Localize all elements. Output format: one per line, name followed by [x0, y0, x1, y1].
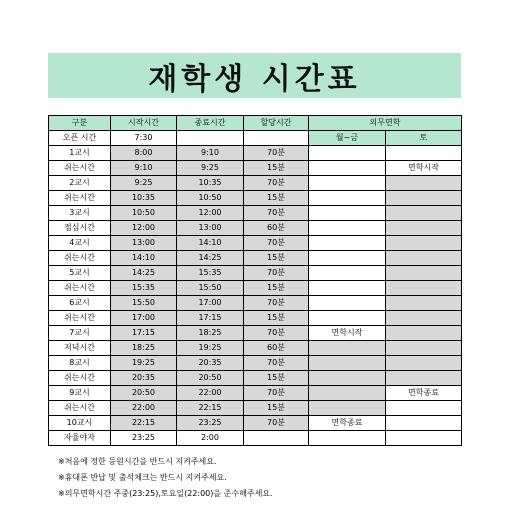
header-duration: 할당시간 — [244, 116, 309, 131]
table-row — [49, 326, 462, 341]
row-saturday — [386, 341, 462, 356]
row-start: 8:00 — [111, 146, 177, 161]
row-weekday — [309, 356, 386, 371]
row-start: 20:50 — [111, 386, 177, 401]
row-end: 12:00 — [177, 206, 244, 221]
row-duration: 70분 — [244, 236, 309, 251]
row-end — [177, 131, 244, 146]
row-label: 8교시 — [49, 356, 111, 371]
row-duration: 70분 — [244, 356, 309, 371]
header-category: 구분 — [49, 116, 111, 131]
row-duration: 15분 — [244, 401, 309, 416]
row-label: 1교시 — [49, 146, 111, 161]
row-end: 20:50 — [177, 371, 244, 386]
table-row — [49, 131, 462, 146]
row-label: 쉬는시간 — [49, 401, 111, 416]
row-label: 쉬는시간 — [49, 371, 111, 386]
row-label: 9교시 — [49, 386, 111, 401]
table-row — [49, 191, 462, 206]
table-row — [49, 296, 462, 311]
row-saturday — [386, 221, 462, 236]
row-label: 자율야자 — [49, 431, 111, 446]
schedule-rows — [49, 131, 462, 446]
title-banner — [48, 53, 461, 98]
row-label: 저녁시간 — [49, 341, 111, 356]
row-start: 13:00 — [111, 236, 177, 251]
row-start: 9:25 — [111, 176, 177, 191]
row-end: 14:10 — [177, 236, 244, 251]
row-end: 17:00 — [177, 296, 244, 311]
note-1: ※처음에 정한 등원시간을 반드시 지켜주세요. — [58, 457, 217, 466]
row-weekday — [309, 401, 386, 416]
row-label: 쉬는시간 — [49, 191, 111, 206]
row-end: 9:25 — [177, 161, 244, 176]
row-label: 4교시 — [49, 236, 111, 251]
row-weekday — [309, 296, 386, 311]
schedule-table — [48, 115, 462, 446]
row-end: 9:10 — [177, 146, 244, 161]
row-duration — [244, 131, 309, 146]
row-saturday — [386, 356, 462, 371]
row-end: 15:35 — [177, 266, 244, 281]
row-saturday — [386, 296, 462, 311]
note-3: ※의무면학시간 주중(23:25),토요일(22:00)을 준수해주세요. — [58, 489, 273, 498]
row-end: 10:35 — [177, 176, 244, 191]
row-weekday — [309, 386, 386, 401]
row-saturday — [386, 431, 462, 446]
note-2: ※휴대폰 반납 및 출석체크는 반드시 지켜주세요. — [58, 473, 227, 482]
row-start: 19:25 — [111, 356, 177, 371]
row-label: 6교시 — [49, 296, 111, 311]
table-row — [49, 146, 462, 161]
row-duration — [244, 431, 309, 446]
row-saturday: 면학종료 — [386, 386, 462, 401]
row-start: 14:10 — [111, 251, 177, 266]
table-row — [49, 401, 462, 416]
table-row — [49, 371, 462, 386]
row-saturday — [386, 251, 462, 266]
row-start: 15:35 — [111, 281, 177, 296]
table-row — [49, 416, 462, 431]
row-duration: 15분 — [244, 251, 309, 266]
row-start: 22:15 — [111, 416, 177, 431]
header-end: 종료시간 — [177, 116, 244, 131]
row-weekday — [309, 191, 386, 206]
row-saturday: 면학시작 — [386, 161, 462, 176]
row-weekday — [309, 281, 386, 296]
row-duration: 15분 — [244, 191, 309, 206]
row-start: 17:15 — [111, 326, 177, 341]
row-end: 18:25 — [177, 326, 244, 341]
row-saturday — [386, 191, 462, 206]
row-weekday — [309, 161, 386, 176]
header-row — [49, 116, 462, 131]
row-duration: 70분 — [244, 326, 309, 341]
row-start: 18:25 — [111, 341, 177, 356]
row-saturday — [386, 371, 462, 386]
row-weekday — [309, 221, 386, 236]
row-weekday: 면학종료 — [309, 416, 386, 431]
row-end: 2:00 — [177, 431, 244, 446]
row-saturday — [386, 266, 462, 281]
row-start: 20:35 — [111, 371, 177, 386]
row-start: 9:10 — [111, 161, 177, 176]
row-start: 14:25 — [111, 266, 177, 281]
row-label: 10교시 — [49, 416, 111, 431]
row-start: 7:30 — [111, 131, 177, 146]
row-label: 쉬는시간 — [49, 161, 111, 176]
header-start: 시작시간 — [111, 116, 177, 131]
row-weekday — [309, 236, 386, 251]
row-label: 쉬는시간 — [49, 281, 111, 296]
row-saturday — [386, 401, 462, 416]
row-duration: 60분 — [244, 341, 309, 356]
row-saturday — [386, 416, 462, 431]
table-row — [49, 161, 462, 176]
row-weekday — [309, 176, 386, 191]
row-weekday — [309, 146, 386, 161]
row-duration: 70분 — [244, 146, 309, 161]
row-label: 점심시간 — [49, 221, 111, 236]
header-mandatory: 의무면학 — [309, 116, 462, 131]
row-label: 쉬는시간 — [49, 251, 111, 266]
row-start: 10:35 — [111, 191, 177, 206]
row-duration: 15분 — [244, 311, 309, 326]
table-row — [49, 236, 462, 251]
table-row — [49, 341, 462, 356]
table-row — [49, 176, 462, 191]
row-end: 22:00 — [177, 386, 244, 401]
row-label: 5교시 — [49, 266, 111, 281]
row-label: 3교시 — [49, 206, 111, 221]
row-label: 쉬는시간 — [49, 311, 111, 326]
table-row — [49, 251, 462, 266]
row-start: 12:00 — [111, 221, 177, 236]
row-weekday — [309, 311, 386, 326]
table-row — [49, 311, 462, 326]
table-row — [49, 431, 462, 446]
row-start: 22:00 — [111, 401, 177, 416]
row-end: 10:50 — [177, 191, 244, 206]
row-saturday — [386, 281, 462, 296]
row-saturday — [386, 146, 462, 161]
row-start: 23:25 — [111, 431, 177, 446]
table-row — [49, 206, 462, 221]
row-end: 17:15 — [177, 311, 244, 326]
row-start: 15:50 — [111, 296, 177, 311]
row-start: 17:00 — [111, 311, 177, 326]
row-end: 23:25 — [177, 416, 244, 431]
row-duration: 70분 — [244, 206, 309, 221]
page-title: 재학생 시간표 — [148, 61, 361, 97]
row-weekday — [309, 266, 386, 281]
row-saturday — [386, 311, 462, 326]
row-end: 15:50 — [177, 281, 244, 296]
notes — [58, 454, 273, 502]
weekday-header: 월~금 — [309, 131, 386, 146]
row-end: 13:00 — [177, 221, 244, 236]
row-saturday — [386, 206, 462, 221]
row-label: 오픈 시간 — [49, 131, 111, 146]
row-duration: 70분 — [244, 416, 309, 431]
row-duration: 15분 — [244, 281, 309, 296]
row-duration: 60분 — [244, 221, 309, 236]
row-start: 10:50 — [111, 206, 177, 221]
row-end: 22:15 — [177, 401, 244, 416]
saturday-header: 토 — [386, 131, 462, 146]
row-weekday — [309, 341, 386, 356]
row-duration: 15분 — [244, 161, 309, 176]
table-row — [49, 221, 462, 236]
row-duration: 15분 — [244, 371, 309, 386]
row-weekday — [309, 206, 386, 221]
row-saturday — [386, 236, 462, 251]
row-weekday — [309, 431, 386, 446]
row-duration: 70분 — [244, 296, 309, 311]
row-weekday: 면학시작 — [309, 326, 386, 341]
row-label: 2교시 — [49, 176, 111, 191]
row-saturday — [386, 176, 462, 191]
row-end: 14:25 — [177, 251, 244, 266]
row-duration: 70분 — [244, 386, 309, 401]
row-duration: 70분 — [244, 176, 309, 191]
table-row — [49, 356, 462, 371]
row-weekday — [309, 371, 386, 386]
row-duration: 70분 — [244, 266, 309, 281]
row-end: 19:25 — [177, 341, 244, 356]
row-weekday — [309, 251, 386, 266]
table-row — [49, 266, 462, 281]
row-end: 20:35 — [177, 356, 244, 371]
table-row — [49, 386, 462, 401]
row-saturday — [386, 326, 462, 341]
row-label: 7교시 — [49, 326, 111, 341]
table-row — [49, 281, 462, 296]
